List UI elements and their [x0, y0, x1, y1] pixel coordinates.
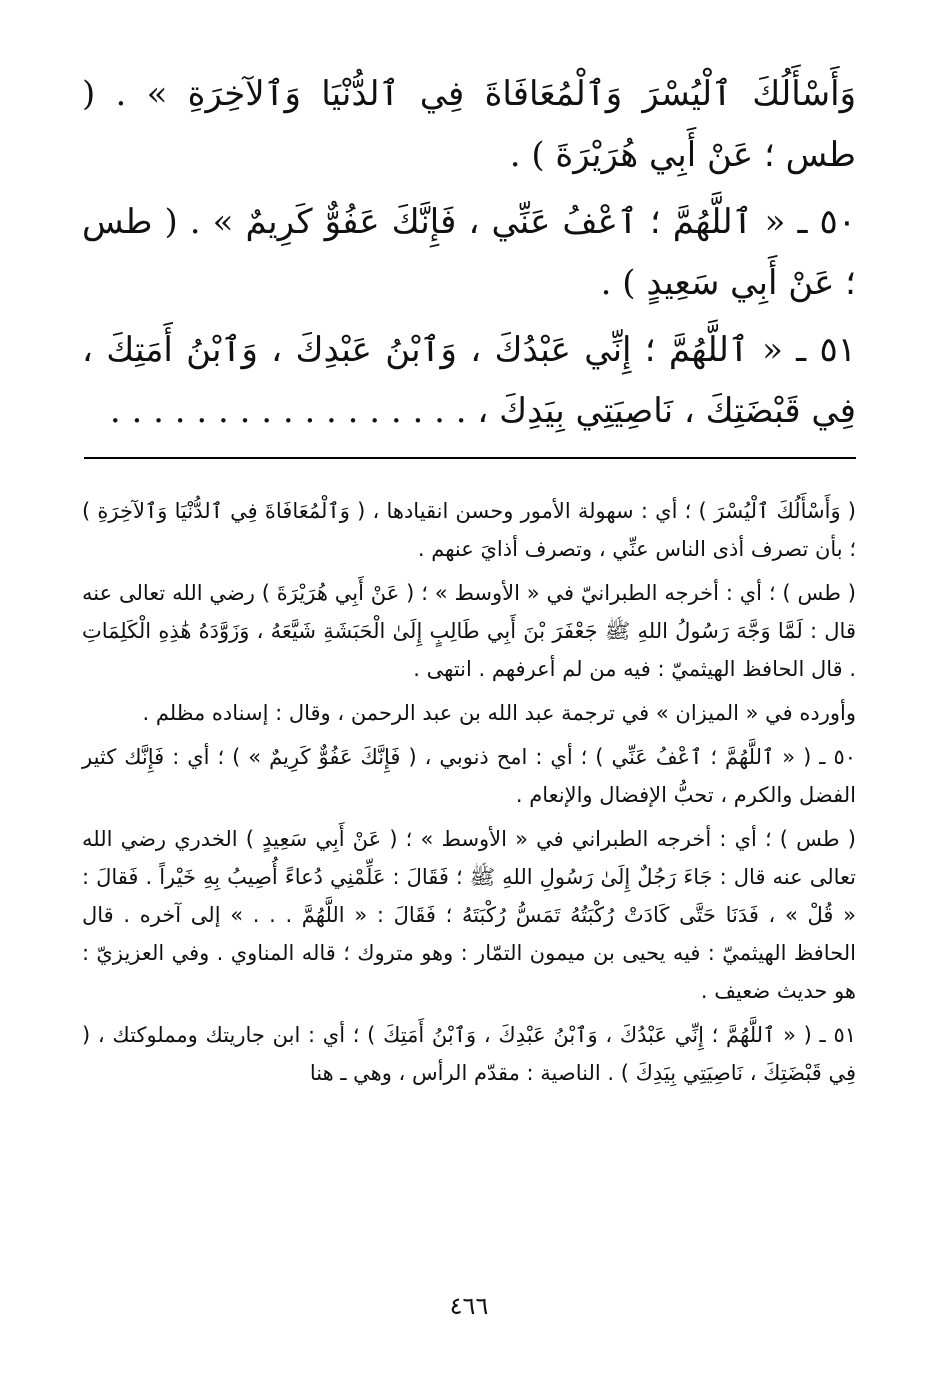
commentary-paragraph: ٥٠ ـ ( « ٱللَّهُمَّ ؛ ٱعْفُ عَنِّي ) ؛ أي : امح ذنوبي ، ( فَإِنَّكَ عَفُوٌّ كَرِيمٌ » ) ؛ أي : فَإِنَّك كثير الفضل والكرم ، تحبُّ الإفضال والإنعام . [82, 745, 856, 807]
page-number: ٤٦٦ [449, 1292, 489, 1320]
commentary-paragraph: ( وَأَسْأَلُكَ ٱلْيُسْرَ ) ؛ أي : سهولة الأمور وحسن انقيادها ، ( وَٱلْمُعَافَاةَ فِي ٱلدُّنْيَا وَٱلآخِرَةِ ) ؛ بأن تصرف أذى الناس عنِّي ، وتصرف أذايَ عنهم . [82, 499, 856, 561]
footnote-divider [84, 457, 856, 459]
hadith-paragraph: وَأَسْأَلُكَ ٱلْيُسْرَ وَٱلْمُعَافَاةَ فِي ٱلدُّنْيَا وَٱلآخِرَةِ » . ( طس ؛ عَنْ أَبِي هُرَيْرَةَ ) . [82, 74, 856, 175]
hadith-paragraph: ٥١ ـ « ٱللَّهُمَّ ؛ إِنِّي عَبْدُكَ ، وَٱبْنُ عَبْدِكَ ، وَٱبْنُ أَمَتِكَ ، فِي قَبْضَتِكَ ، نَاصِيَتِي بِيَدِكَ ، . . . . . . . . . . . . . . . . . [82, 330, 856, 431]
commentary-paragraph: ( طس ) ؛ أي : أخرجه الطبراني في « الأوسط » ؛ ( عَنْ أَبِي سَعِيدٍ ) الخدري رضي الله تعالى عنه قال : جَاءَ رَجُلٌ إِلَىٰ رَسُولِ اللهِ ﷺ ؛ فَقَالَ : عَلِّمْنِي دُعاءً أُصِيبُ بِهِ خَيْراً . فَقالَ : « قُلْ » ، فَدَنَا حَتَّى كَادَتْ رُكْبَتُهُ تَمَسُّ رُكْبَتَهُ ؛ فَقَالَ : « اللَّهُمَّ . . . » إلى آخره . قال الحافظ الهيثميّ : فيه يحيى بن ميمون التمّار : وهو متروك ؛ قاله المناوي . وفي العزيزيّ : هو حديث ضعيف . [82, 827, 856, 1003]
main-text [82, 64, 856, 448]
commentary-paragraph: وأورده في « الميزان » في ترجمة عبد الله بن عبد الرحمن ، وقال : إسناده مظلم . [142, 701, 856, 725]
commentary-paragraph: ( طس ) ؛ أي : أخرجه الطبرانيّ في « الأوسط » ؛ ( عَنْ أَبِي هُرَيْرَةَ ) رضي الله تعالى عنه قال : لَمَّا وَجَّهَ رَسُولُ اللهِ ﷺ جَعْفَرَ بْنَ أَبِي طَالِبٍ إِلَىٰ الْحَبَشَةِ شَيَّعَهُ ، وَزَوَّدَهُ هَٰذِهِ الْكَلِمَاتِ . قال الحافظ الهيثميّ : فيه من لم أعرفهم . انتهى . [82, 581, 856, 681]
commentary [82, 492, 856, 1098]
commentary-paragraph: ٥١ ـ ( « ٱللَّهُمَّ ؛ إِنِّي عَبْدُكَ ، وَٱبْنُ عَبْدِكَ ، وَٱبْنُ أَمَتِكَ ) ؛ أي : ابن جاريتك ومملوكتك ، ( فِي قَبْضَتِكَ ، نَاصِيَتِي بِيَدِكَ ) . الناصية : مقدّم الرأس ، وهي ـ هنا [82, 1023, 856, 1085]
hadith-paragraph: ٥٠ ـ « ٱللَّهُمَّ ؛ ٱعْفُ عَنِّي ، فَإِنَّكَ عَفُوٌّ كَرِيمٌ » . ( طس ؛ عَنْ أَبِي سَعِيدٍ ) . [82, 202, 856, 303]
